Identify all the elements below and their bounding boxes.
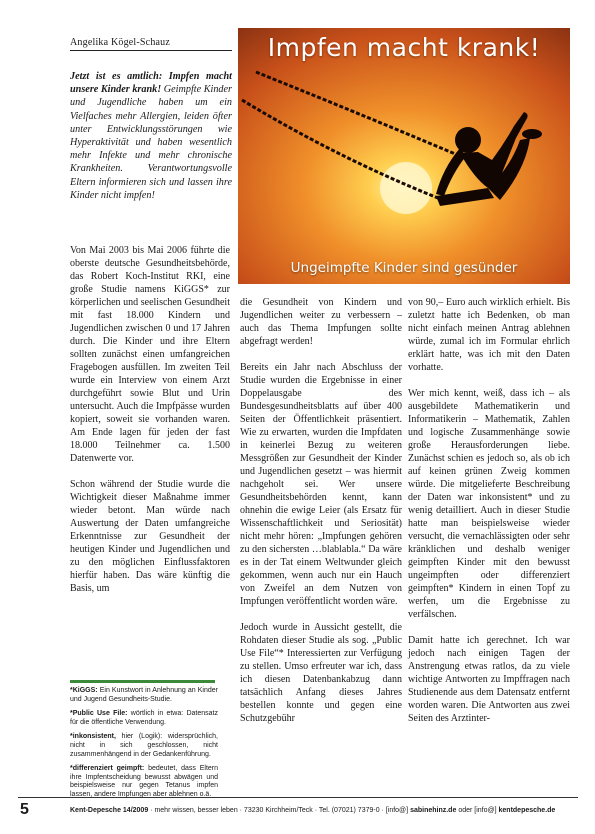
lead-paragraph: [70, 70, 232, 202]
footer-tagline: · mehr wissen, besser leben · 73230 Kirchheim/Teck · Tel. (07021) 7379-0 · [info@]: [150, 807, 409, 814]
footnote-text: bedeutet, dass Eltern ihre Impfentscheidung bewusst abwägen und beispielsweise nur gegen Tetanus impfen lassen, andere Impfungen aber ablehnen o.ä.: [70, 765, 219, 798]
footnote: [70, 710, 218, 727]
footnote-divider: [70, 680, 215, 683]
footnotes: [70, 687, 218, 806]
paragraph: Jedoch wurde in Aussicht gestellt, die Rohdaten dieser Studie als sog. „Public Use File“* Interessierten zur Verfügung zu stellen. Umso erfreuter war ich, dass ich diesen Datenbankabzug dann tatsächlich Anfang dieses Jahres bestellen konnte und gegen eine Schutzgebühr: [240, 622, 402, 724]
hero-caption: Ungeimpfte Kinder sind gesünder: [290, 260, 518, 276]
paragraph: Damit hatte ich gerechnet. Ich war jedoch nach einigen Tagen der Anstrengung etwas ratlos, da zu viele wichtige Antworten zu Impffragen nach Studienende aus dem Datensatz entfernt worden waren. Die Antworten aus zwei Seiten des Arztinter-: [408, 635, 570, 724]
page-number: 5: [20, 801, 29, 818]
website-link[interactable]: kentdepesche.de: [498, 807, 556, 814]
footer-divider: [18, 797, 578, 798]
paragraph: die Gesundheit von Kindern und Jugendlichen weiter zu verbessern – auch das Thema Impfungen sollte abgefragt werden!: [240, 297, 402, 347]
sunset-swing-illustration: [238, 28, 570, 284]
footnote: [70, 687, 218, 704]
footnote-text: wörtlich in etwa: Datensatz für die öffentliche Verwendung.: [70, 710, 218, 726]
page-footer: [70, 807, 580, 814]
lead-text: Geimpfte Kinder und Jugendliche haben um ein Vielfaches mehr Allergien, leiden öfter unter Entwicklungsstörungen wie Hyperaktivität und haben wesentlich mehr Infekte und mehr chronische Krankheiten. Verantwortungsvolle Eltern informieren sich und lassen ihre Kinder nicht impfen!: [70, 84, 232, 201]
footnote-text: hier (Logik): widersprüchlich, nicht in sich geschlossen, nicht zusammenhängend in der Gedankenführung.: [70, 733, 219, 758]
footnote-term: *KiGGS:: [70, 687, 98, 694]
article-column-3: [408, 296, 570, 738]
footnote-term: *Public Use File:: [70, 710, 128, 718]
paragraph: Wer mich kennt, weiß, dass ich – als ausgebildete Mathematikerin und Informatikerin – Mathematik, Zahlen und logische Zusammenhänge sowie große Herausforderungen liebe. Zunächst schien es jedoch so, als ob ich auf keinen grünen Zweig kommen würde. Die mitgelieferte Beschreibung der Daten war inkonsistent* und zu wenig detailliert. Auch in dieser Studie hatte man beispielsweise wieder versucht, die vernachlässigten oder sehr kränklichen und deshalb weniger geimpften Kinder mit den bewusst ungeimpften oder differenziert geimpften* Kindern in einen Topf zu werfen, um die Ergebnisse zu verfälschen.: [408, 388, 570, 620]
article-column-2: [240, 296, 402, 738]
author-divider: [70, 50, 232, 51]
magazine-name: Kent-Depesche 14/2009: [70, 807, 149, 814]
footnote: [70, 733, 218, 759]
website-link[interactable]: sabinehinz.de: [410, 807, 457, 814]
footnote: [70, 765, 218, 799]
paragraph: Von Mai 2003 bis Mai 2006 führte die oberste deutsche Gesundheitsbehörde, das Robert Koch-Institut RKI, eine große Studie namens KiGGS* zur körperlichen und seelischen Gesundheit mit fast 18.000 Kindern und Jugendlichen zwischen 0 und 17 Jahren durch. Die Kinder und ihre Eltern sollten zunächst einen umfangreichen Fragebogen ausfüllen. Im zweiten Teil wurde ein Interview von einem Arzt durchgeführt sowie Blut und Urin untersucht. Auch die Impfpässe wurden kopiert, soweit sie vorhanden waren. Am Ende lagen für jeden der fast 18.000 Teilnehmer ca. 1.500 Datenwerte vor.: [70, 245, 230, 464]
paragraph: von 90,– Euro auch wirklich erhielt. Bis zuletzt hatte ich Bedenken, ob man nicht einfach meinen Antrag ablehnen würde, zumal ich im Formular ehrlich erklärt hatte, was ich mit den Daten vorhatte.: [408, 297, 570, 373]
sun-shape: [380, 162, 432, 214]
paragraph: Schon während der Studie wurde die Wichtigkeit dieser Maßnahme immer wieder betont. Man würde nach Auswertung der Daten umfangreiche Erkenntnisse zur Gesundheit der heutigen Kinder und Jugendlichen und zu den möglichen Einflussfaktoren hierfür haben. Das wäre künftig die Basis, um: [70, 479, 230, 594]
article-column-1: [70, 244, 230, 608]
footer-connector: oder [info@]: [458, 807, 497, 814]
hero-title: Impfen macht krank!: [267, 33, 541, 62]
footnote-term: *differenziert geimpft:: [70, 765, 145, 773]
lead-bold: Jetzt ist es amtlich: Impfen macht unsere Kinder krank!: [70, 71, 232, 96]
author-name: Angelika Kögel-Schauz: [70, 37, 171, 48]
hero-image: [238, 28, 570, 284]
footnote-term: *inkonsistent,: [70, 733, 116, 741]
footnote-text: Ein Kunstwort in Anlehnung an Kinder und Jugend Gesundheits-Studie.: [70, 687, 218, 703]
paragraph: Bereits ein Jahr nach Abschluss der Studie wurden die Ergebnisse in einer Doppelausgabe des Bundesgesundheitsblatts auf über 400 Seiten der Öffentlichkeit präsentiert. Wie zu erwarten, wurden die Impfdaten in keinerlei Bezug zu weiteren Messgrößen zur Gesundheit der Kinder und Jugendlichen gesetzt – was hiermit nachgeholt sei. Wer unsere Gesundheitsbehörden kennt, kann ohnehin die ewige Leier (als Ersatz für Wissenschaftlichkeit und Seriosität) nicht mehr hören: „Impfungen gehören zu den sichersten …blablabla.“ Da wäre es in der Tat einem Weltwunder gleich gekommen, wenn auch nur ein Hauch von Zweifel an dem Nutzen von Impfungen veröffentlicht worden wäre.: [240, 362, 402, 607]
